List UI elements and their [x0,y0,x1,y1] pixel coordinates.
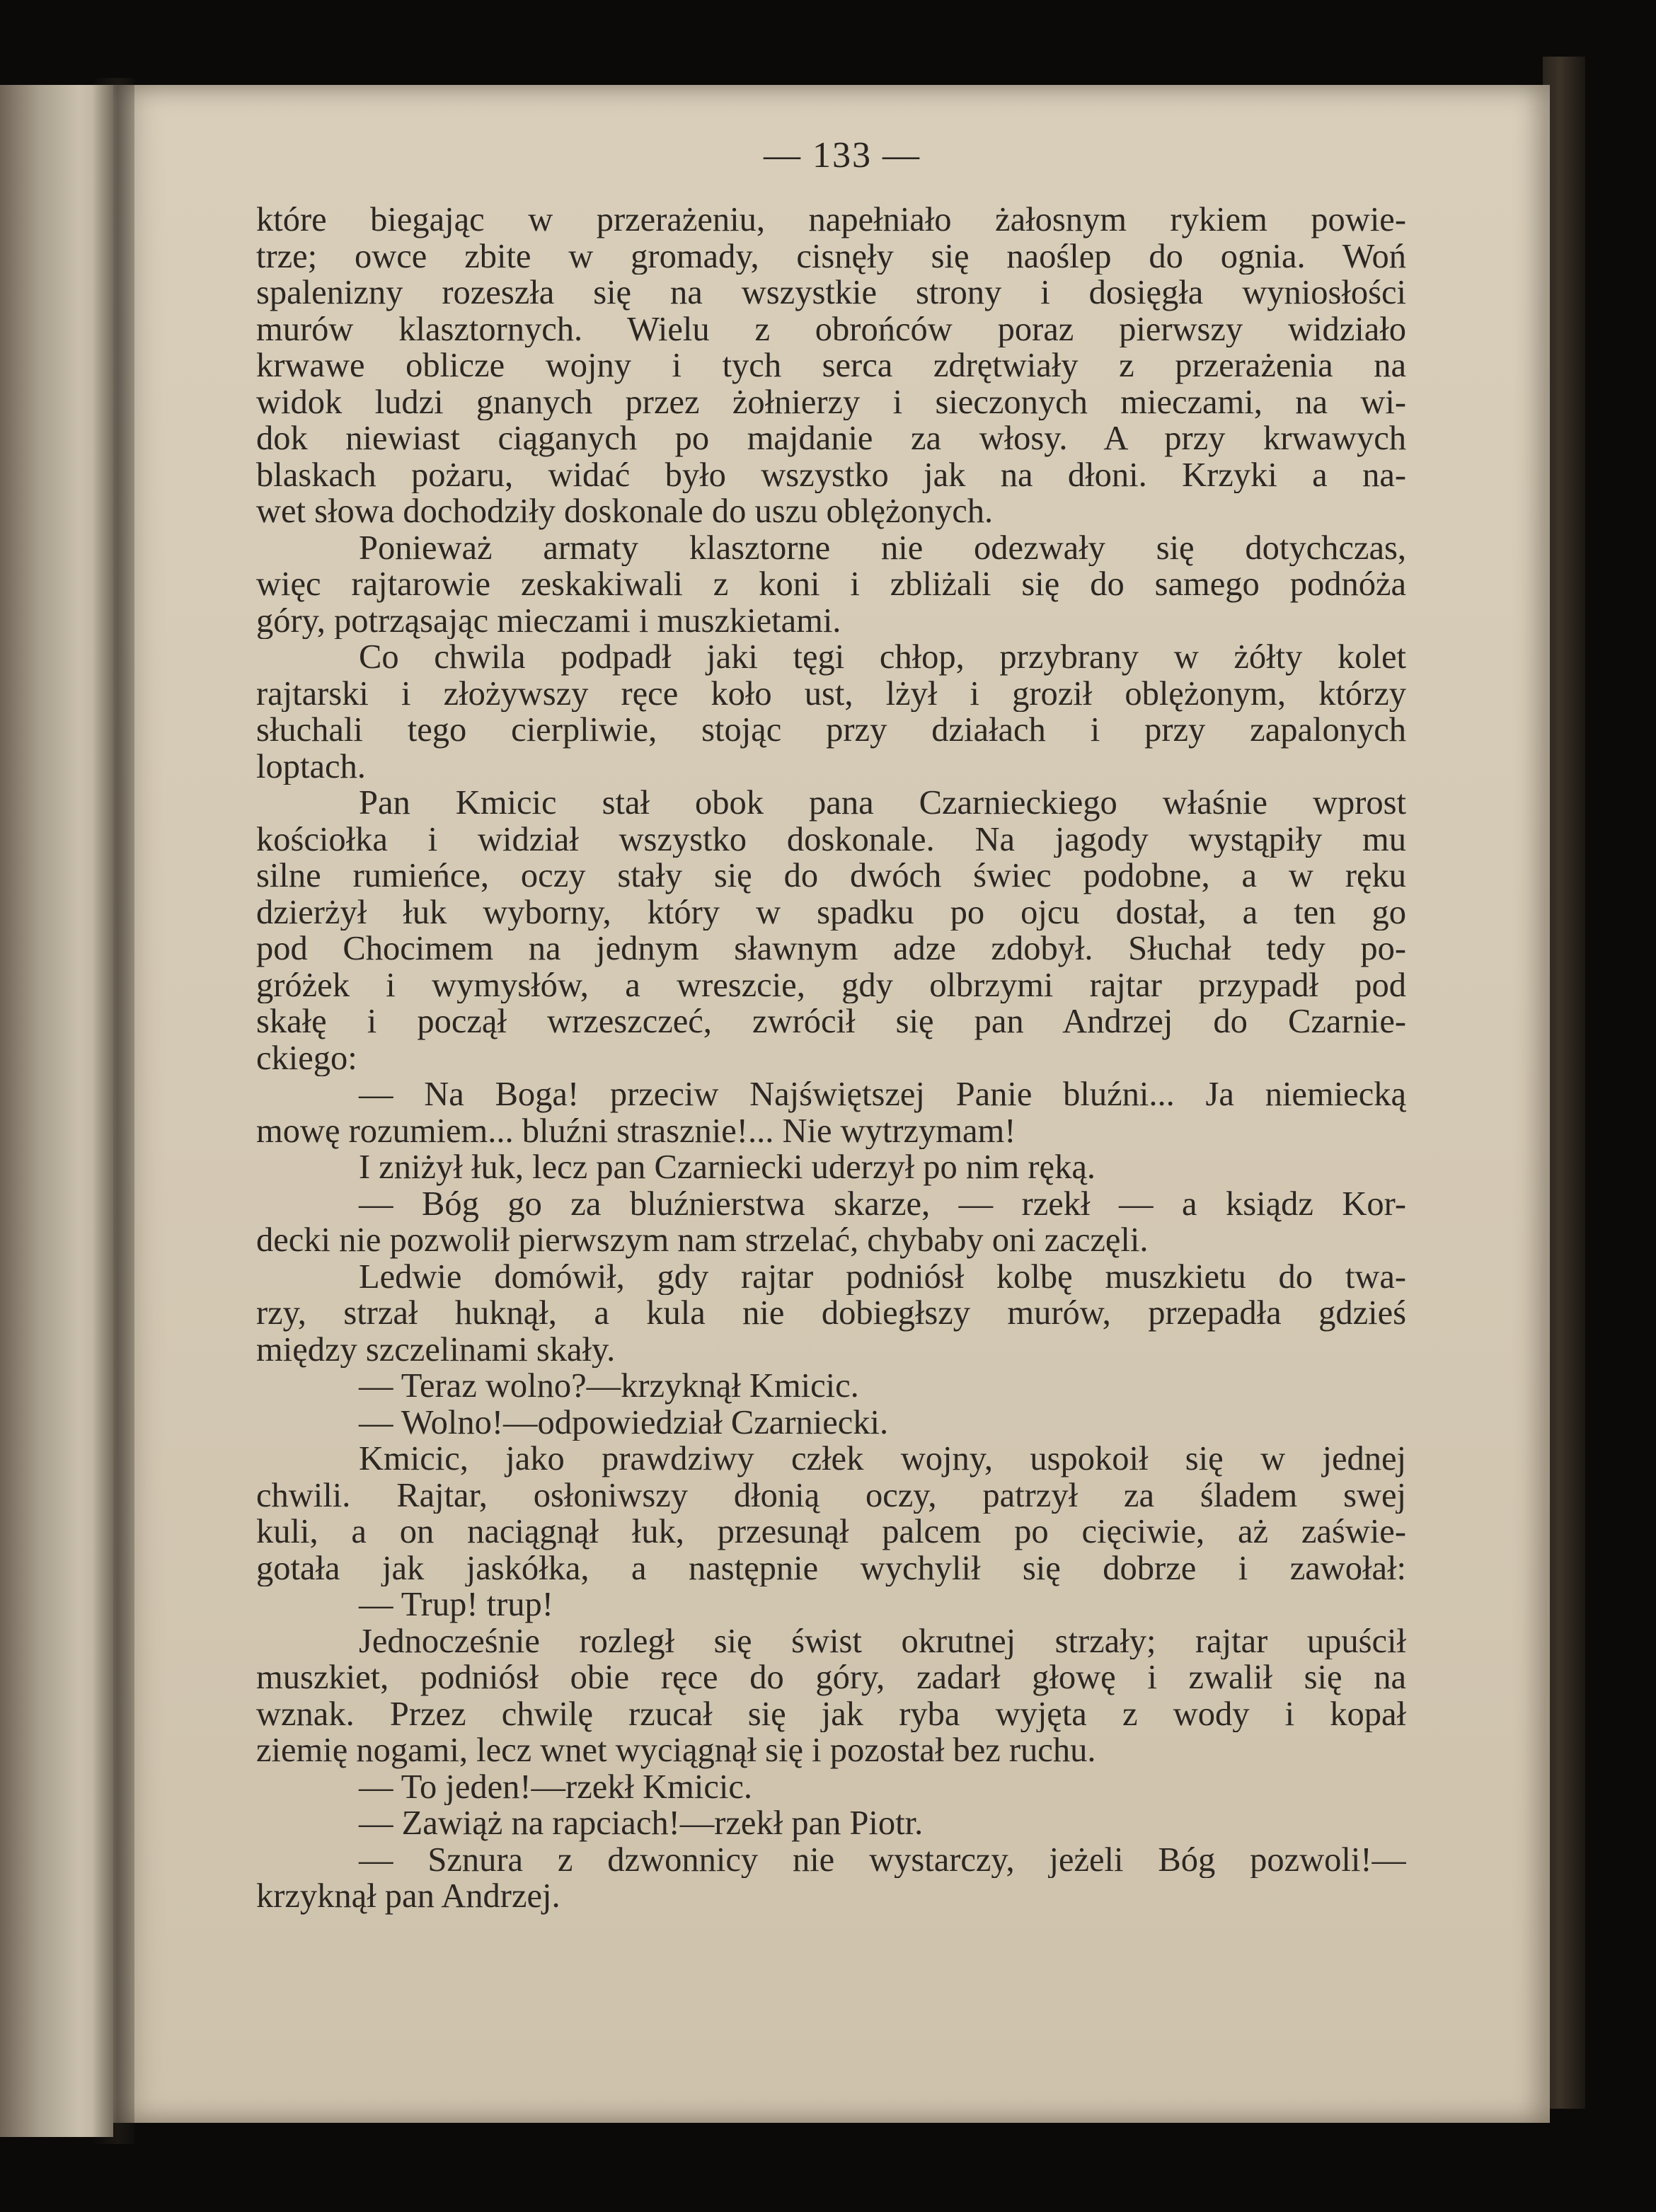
text-line: pod Chocimem na jednym sławnym adze zdobył. Słuchał tedy po- [256,931,1406,967]
text-line: — Sznura z dzwonnicy nie wystarczy, jeżeli Bóg pozwoli!— [359,1841,1406,1878]
text-line: słuchali tego cierpliwie, stojąc przy działach i przy zapalonych [256,712,1406,749]
text-line: loptach. [256,748,366,785]
text-line: rzy, strzał huknął, a kula nie dobiegłszy murów, przepadła gdzieś [256,1295,1406,1332]
text-line: I zniżył łuk, lecz pan Czarniecki uderzył po nim ręką. [359,1149,1096,1186]
text-line: ckiego: [256,1039,357,1076]
text-line: ziemię nogami, lecz wnet wyciągnął się i pozostał bez ruchu. [256,1732,1096,1769]
text-line: które biegając w przerażeniu, napełniało żałosnym rykiem powie- [256,202,1406,238]
page-number: — 133 — [764,135,921,175]
text-line: dok niewiast ciąganych po majdanie za włosy. A przy krwawych [256,420,1406,457]
text-line: spalenizny rozeszła się na wszystkie strony i dosięgła wyniosłości [256,275,1406,311]
text-line: blaskach pożaru, widać było wszystko jak na dłoni. Krzyki a na- [256,456,1406,493]
text-line: więc rajtarowie zeskakiwali z koni i zbliżali się do samego podnóża [256,566,1406,603]
text-line: krzyknął pan Andrzej. [256,1878,560,1915]
text-line: decki nie pozwolił pierwszym nam strzelać, chybaby oni zaczęli. [256,1222,1149,1259]
text-line: — Zawiąż na rapciach!—rzekł pan Piotr. [359,1805,924,1842]
text-line: wet słowa dochodziły doskonale do uszu oblężonych. [256,493,994,530]
text-line: muszkiet, podniósł obie ręce do góry, zadarł głowę i zwalił się na [256,1659,1406,1696]
text-line: gróżek i wymysłów, a wreszcie, gdy olbrzymi rajtar przypadł pod [256,967,1406,1003]
text-line: Pan Kmicic stał obok pana Czarnieckiego właśnie wprost [359,785,1406,822]
text-line: — Trup! trup! [359,1586,553,1623]
text-line: Ponieważ armaty klasztorne nie odezwały się dotychczas, [359,529,1406,566]
text-line: — Teraz wolno?—krzyknął Kmicic. [359,1368,859,1405]
text-line: kuli, a on naciągnął łuk, przesunął palcem po cięciwie, aż zaświe- [256,1514,1406,1550]
text-line: wznak. Przez chwilę rzucał się jak ryba wyjęta z wody i kopał [256,1695,1406,1732]
text-line: dzierżył łuk wyborny, który w spadku po ojcu dostał, a ten go [256,894,1406,931]
text-line: Kmicic, jako prawdziwy człek wojny, uspokoił się w jednej [359,1441,1406,1477]
text-line: chwili. Rajtar, osłoniwszy dłonią oczy, patrzył za śladem swej [256,1477,1406,1514]
page-text [256,202,1406,1915]
text-line: — Bóg go za bluźnierstwa skarze, — rzekł — a ksiądz Kor- [359,1185,1406,1222]
text-line: widok ludzi gnanych przez żołnierzy i sieczonych mieczami, na wi- [256,384,1406,420]
text-line: trze; owce zbite w gromady, cisnęły się naoślep do ognia. Woń [256,238,1406,275]
text-line: murów klasztornych. Wielu z obrońców poraz pierwszy widziało [256,311,1406,347]
text-line: krwawe oblicze wojny i tych serca zdrętwiały z przerażenia na [256,347,1406,384]
text-line: Jednocześnie rozległ się świst okrutnej strzały; rajtar upuścił [359,1623,1406,1659]
text-line: mowę rozumiem... bluźni strasznie!... Nie wytrzymam! [256,1112,1016,1149]
text-line: rajtarski i złożywszy ręce koło ust, lżył i groził oblężonym, którzy [256,675,1406,712]
text-line: gotała jak jaskółka, a następnie wychylił się dobrze i zawołał: [256,1550,1406,1586]
text-line: góry, potrząsając mieczami i muszkietami. [256,602,841,639]
text-line: skałę i począł wrzeszczeć, zwrócił się pan Andrzej do Czarnie- [256,1003,1406,1040]
text-line: kościołka i widział wszystko doskonale. Na jagody wystąpiły mu [256,821,1406,858]
text-line: Ledwie domówił, gdy rajtar podniósł kolbę muszkietu do twa- [359,1258,1406,1295]
spine-shadow [92,78,134,2144]
text-line: — Na Boga! przeciw Najświętszej Panie bluźni... Ja niemiecką [359,1076,1406,1113]
text-line: silne rumieńce, oczy stały się do dwóch świec podobne, a w ręku [256,858,1406,894]
text-line: Co chwila podpadł jaki tęgi chłop, przybrany w żółty kolet [359,639,1406,676]
text-line: — To jeden!—rzekł Kmicic. [359,1768,752,1805]
text-line: — Wolno!—odpowiedział Czarniecki. [359,1404,889,1441]
text-line: między szczelinami skały. [256,1331,616,1368]
